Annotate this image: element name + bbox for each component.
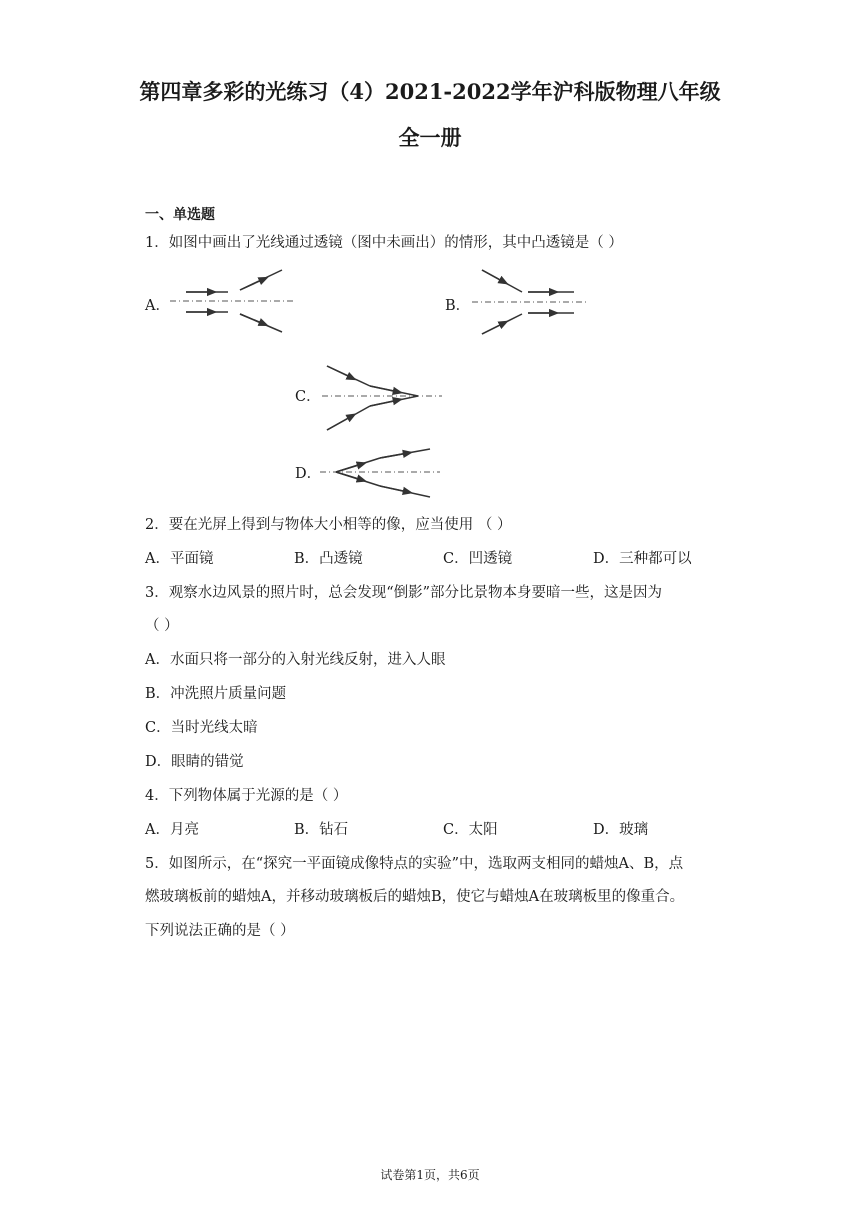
question-5-stem-line3: 下列说法正确的是（ ）: [145, 923, 295, 939]
q1-figure-a: [168, 266, 298, 336]
q3-option-a: A．水面只将一部分的入射光线反射，进入人眼: [145, 652, 446, 668]
section-heading: 一、单选题: [145, 207, 215, 223]
question-3-stem-line2: （ ）: [145, 618, 179, 634]
q1-option-b-label: B．: [445, 298, 471, 314]
q4-option-d: D．玻璃: [593, 822, 649, 838]
q3-option-c: C．当时光线太暗: [145, 720, 258, 736]
question-4-stem: 4．下列物体属于光源的是（ ）: [145, 788, 348, 804]
q3-option-b: B．冲洗照片质量问题: [145, 686, 287, 702]
question-1-stem: 1．如图中画出了光线通过透镜（图中未画出）的情形，其中凸透镜是（ ）: [145, 235, 623, 251]
q2-option-a: A．平面镜: [145, 551, 214, 567]
page-footer: 试卷第1页，共6页: [380, 1168, 480, 1182]
q1-figure-b: [470, 266, 590, 338]
question-3-stem: 3．观察水边风景的照片时，总会发现“倒影”部分比景物本身要暗一些，这是因为: [145, 585, 663, 601]
q2-option-b: B．凸透镜: [294, 551, 363, 567]
q4-option-a: A．月亮: [145, 822, 199, 838]
q1-figure-c: [320, 362, 445, 434]
question-5-stem: 5．如图所示，在“探究一平面镜成像特点的实验”中，选取两支相同的蜡烛A、B，点: [145, 856, 684, 872]
q2-option-d: D．三种都可以: [593, 551, 692, 567]
q1-option-d-label: D．: [295, 466, 322, 482]
page-title: 第四章多彩的光练习（4）2021-2022学年沪科版物理八年级: [139, 79, 721, 104]
q1-option-c-label: C．: [295, 389, 321, 405]
q4-option-c: C．太阳: [443, 822, 498, 838]
question-5-stem-line2: 燃玻璃板前的蜡烛A，并移动玻璃板后的蜡烛B，使它与蜡烛A在玻璃板里的像重合。: [145, 889, 685, 905]
q4-option-b: B．钻石: [294, 822, 349, 838]
question-2-stem: 2．要在光屏上得到与物体大小相等的像，应当使用 （ ）: [145, 517, 512, 533]
q1-option-a-label: A．: [145, 298, 170, 314]
page-title-line2: 全一册: [398, 125, 462, 150]
q3-option-d: D．眼睛的错觉: [145, 754, 244, 770]
q2-option-c: C．凹透镜: [443, 551, 513, 567]
q1-figure-d: [318, 444, 444, 502]
